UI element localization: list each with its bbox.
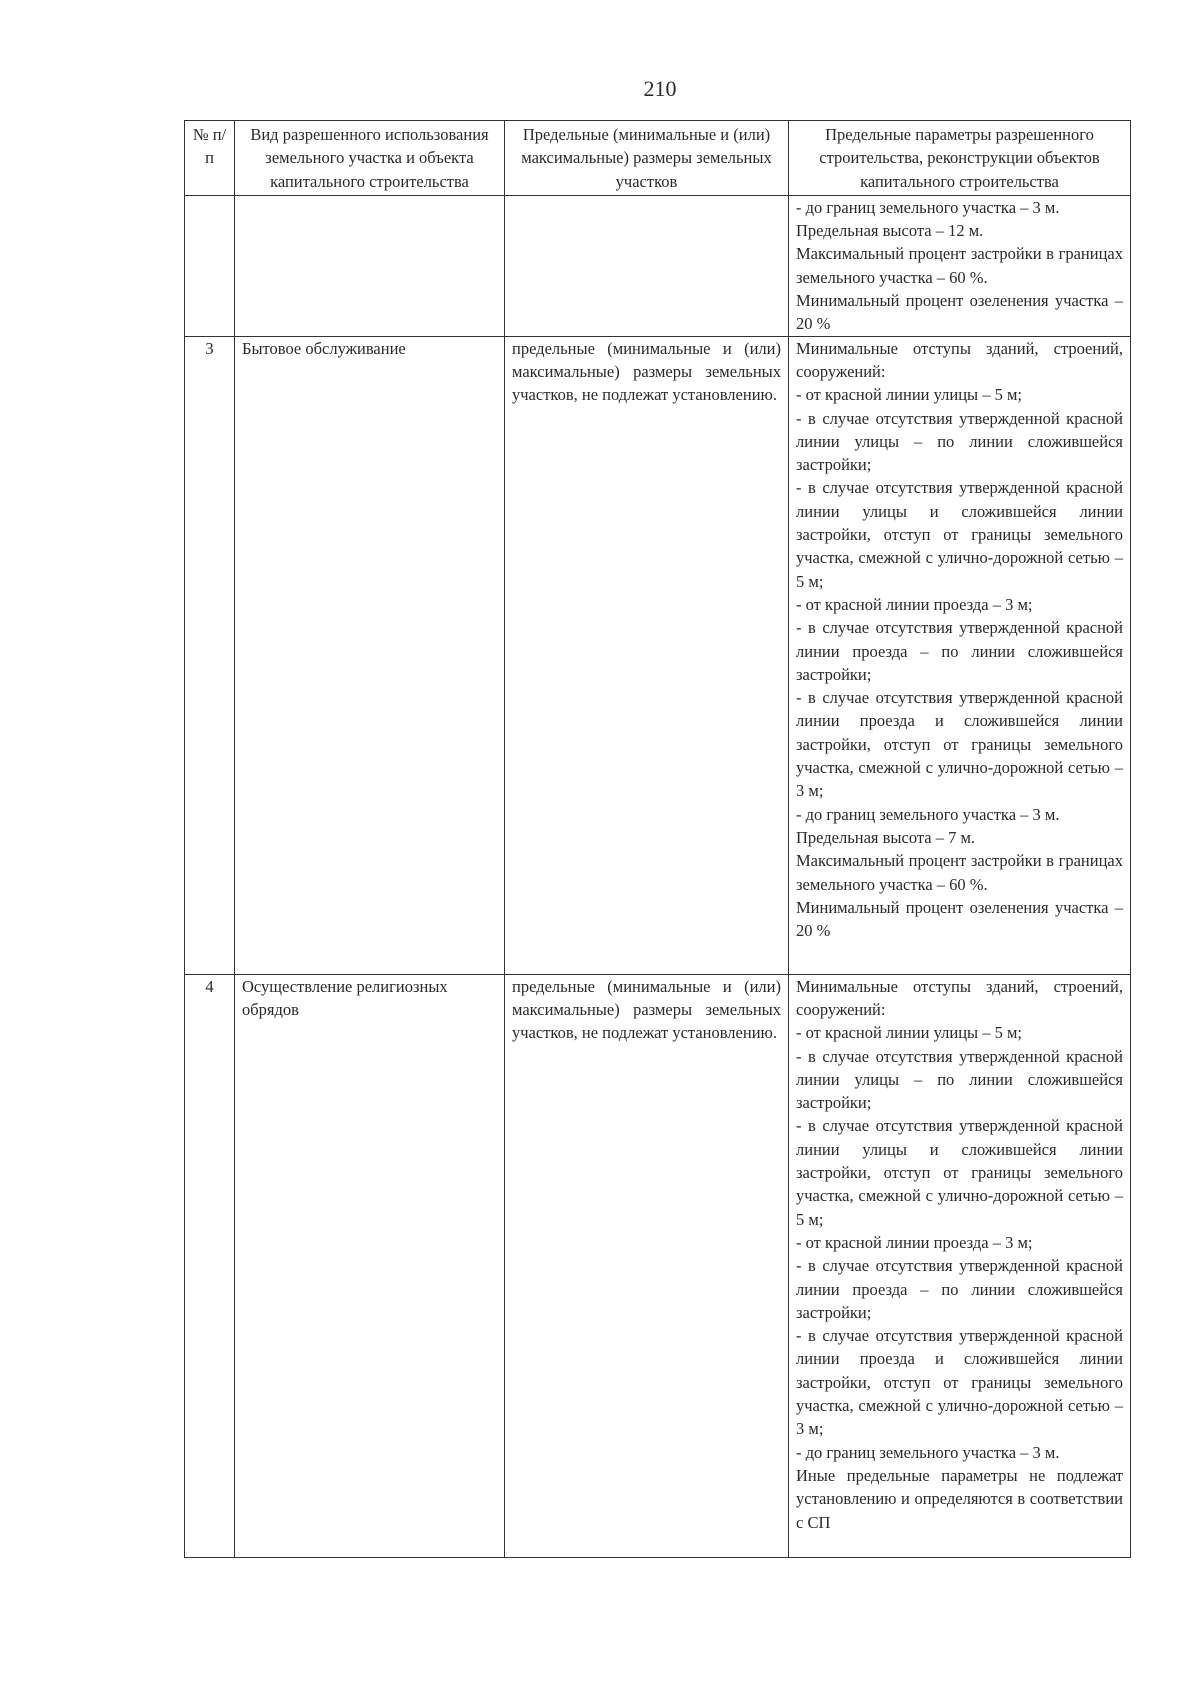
parameter-item: - в случае отсутствия утвержденной красной линии проезда и сложившейся линии застройки, отступ от границы земельного участка, смежной с улично-дорожной сетью – 3 м; bbox=[796, 1326, 1123, 1439]
parameter-item: Предельная высота – 12 м. bbox=[796, 221, 984, 241]
header-parameters: Предельные параметры разрешенного строительства, реконструкции объектов капитального строительства bbox=[789, 121, 1131, 196]
parameter-item: Минимальные отступы зданий, строений, сооружений: bbox=[796, 976, 1123, 1019]
land-use-table bbox=[184, 120, 1131, 1558]
parameter-item: - от красной линии проезда – 3 м; bbox=[796, 594, 1033, 614]
parameter-item: - в случае отсутствия утвержденной красной линии улицы и сложившейся линии застройки, отступ от границы земельного участка, смежной с улично-дорожной сетью – 5 м; bbox=[796, 1116, 1123, 1229]
table-row bbox=[185, 336, 1131, 974]
table-body bbox=[185, 195, 1131, 1557]
parameter-item: - до границ земельного участка – 3 м. bbox=[796, 1442, 1060, 1462]
parameter-item: - в случае отсутствия утвержденной красной линии улицы и сложившейся линии застройки, отступ от границы земельного участка, смежной с улично-дорожной сетью – 5 м; bbox=[796, 478, 1123, 591]
parameter-item: Максимальный процент застройки в границах земельного участка – 60 %. bbox=[796, 244, 1123, 287]
parameter-item: - в случае отсутствия утвержденной красной линии улицы – по линии сложившейся застройки; bbox=[796, 1046, 1123, 1113]
parameter-item: Минимальные отступы зданий, строений, сооружений: bbox=[796, 338, 1123, 381]
row-number-cell bbox=[185, 195, 235, 336]
parameter-item: Предельная высота – 7 м. bbox=[796, 827, 976, 847]
table-row bbox=[185, 974, 1131, 1557]
parameter-item: - от красной линии улицы – 5 м; bbox=[796, 1023, 1023, 1043]
parameter-item: Минимальный процент озеленения участка – 20 % bbox=[796, 897, 1123, 941]
use-type-cell bbox=[235, 195, 505, 336]
table-row bbox=[185, 195, 1131, 336]
page-number: 210 bbox=[643, 76, 677, 101]
parameter-item: - до границ земельного участка – 3 м. bbox=[796, 197, 1060, 217]
parameter-item: - в случае отсутствия утвержденной красной линии проезда – по линии сложившейся застройки; bbox=[796, 618, 1123, 684]
header-use-type: Вид разрешенного использования земельного участка и объекта капитального строительства bbox=[235, 121, 505, 196]
use-type-cell: Осуществление религиозных обрядов bbox=[235, 974, 505, 1557]
parameter-item: Максимальный процент застройки в границах земельного участка – 60 %. bbox=[796, 851, 1123, 894]
parameter-item: Иные предельные параметры не подлежат установлению и определяются в соответствии с СП bbox=[796, 1465, 1123, 1532]
parameter-item: - в случае отсутствия утвержденной красной линии проезда и сложившейся линии застройки, отступ от границы земельного участка, смежной с улично-дорожной сетью – 3 м; bbox=[796, 688, 1123, 801]
row-number-cell: 3 bbox=[185, 336, 235, 974]
plot-sizes-cell: предельные (минимальные и (или) максимальные) размеры земельных участков, не подлежат установлению. bbox=[505, 336, 789, 974]
parameter-item: - до границ земельного участка – 3 м. bbox=[796, 804, 1060, 824]
use-type-cell: Бытовое обслуживание bbox=[235, 336, 505, 974]
header-number: № п/п bbox=[185, 121, 235, 196]
parameter-item: Минимальный процент озеленения участка – 20 % bbox=[796, 291, 1123, 334]
plot-sizes-cell: предельные (минимальные и (или) максимальные) размеры земельных участков, не подлежат установлению. bbox=[505, 974, 789, 1557]
parameters-cell bbox=[789, 336, 1131, 974]
parameters-cell bbox=[789, 195, 1131, 336]
table-header-row bbox=[185, 121, 1131, 196]
header-plot-sizes: Предельные (минимальные и (или) максимальные) размеры земельных участков bbox=[505, 121, 789, 196]
parameter-item: - в случае отсутствия утвержденной красной линии улицы – по линии сложившейся застройки; bbox=[796, 408, 1123, 475]
parameter-item: - от красной линии проезда – 3 м; bbox=[796, 1232, 1033, 1252]
parameter-item: - от красной линии улицы – 5 м; bbox=[796, 385, 1023, 405]
parameter-item: - в случае отсутствия утвержденной красной линии проезда – по линии сложившейся застройки; bbox=[796, 1256, 1123, 1322]
parameters-cell bbox=[789, 974, 1131, 1557]
plot-sizes-cell bbox=[505, 195, 789, 336]
row-number-cell: 4 bbox=[185, 974, 235, 1557]
